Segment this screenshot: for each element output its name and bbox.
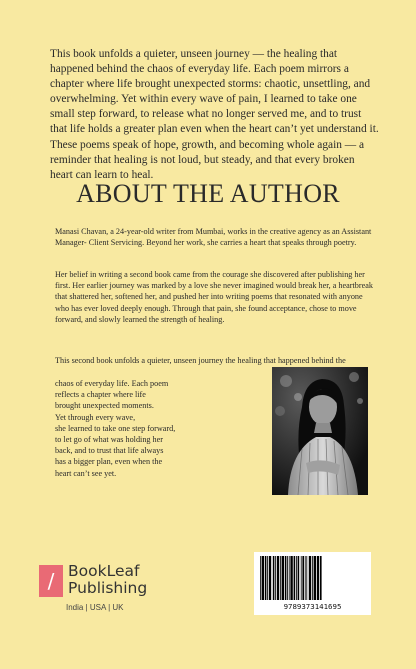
barcode-bar xyxy=(294,556,296,600)
barcode-bar xyxy=(280,556,281,600)
barcode-bar xyxy=(267,556,268,600)
publisher-logo-icon: / xyxy=(47,569,55,593)
barcode-bar xyxy=(317,556,319,600)
barcode-bars xyxy=(259,556,366,600)
bio-line: to let go of what was holding her xyxy=(55,435,164,445)
barcode-bar xyxy=(301,556,302,600)
bio-line: she learned to take one step forward, xyxy=(55,423,176,433)
publisher-name-line-2: Publishing xyxy=(68,579,148,597)
barcode-bar xyxy=(298,556,300,600)
publisher-name-line-1: BookLeaf xyxy=(68,562,140,580)
isbn-number: 9789373141695 xyxy=(283,602,342,611)
barcode-bar xyxy=(269,556,271,600)
barcode-bar xyxy=(285,556,287,600)
bio-line: chaos of everyday life. Each poem xyxy=(55,379,169,388)
barcode-bar xyxy=(309,556,311,600)
barcode-bar xyxy=(290,556,292,600)
barcode-bar xyxy=(302,556,304,600)
barcode-bar xyxy=(289,556,290,600)
bio-line: back, and to trust that life always xyxy=(55,446,164,456)
author-bio-paragraph-3-lead: This second book unfolds a quieter, unseen journey the healing that happened behind the xyxy=(55,356,346,365)
author-bio-paragraph-1: Manasi Chavan, a 24-year-old writer from Mumbai, works in the creative agency as an Assistant Manager- Client Servicing. Beyond her work, she carries a heart that speaks through poetry. xyxy=(55,227,372,248)
author-bio-paragraph-2: Her belief in writing a second book came from the courage she discovered after publishing her first. Her earlier journey was marked by a love she never imagined would break her, a heartbreak that shattered her, softened her, and pushed her into writing poems that resonated with anyone who has ever loved deeply enough. Through that pain, she found acceptance, chose to move forward, and slowly learned the strength of healing. xyxy=(55,270,373,324)
barcode-bar xyxy=(265,556,267,600)
barcode-bar xyxy=(275,556,276,600)
bio-line: Yet through every wave, xyxy=(55,412,136,422)
bio-line: brought unexpected moments. xyxy=(55,401,154,411)
barcode-bar xyxy=(306,556,307,600)
isbn-barcode xyxy=(254,552,371,615)
author-portrait-illustration xyxy=(272,367,368,495)
barcode-bar xyxy=(320,556,322,600)
barcode-bar xyxy=(260,556,261,600)
publisher-regions: India | USA | UK xyxy=(66,603,124,612)
barcode-bar xyxy=(314,556,316,600)
about-author-heading: ABOUT THE AUTHOR xyxy=(76,179,340,208)
publisher-logo xyxy=(39,565,63,597)
barcode-bar xyxy=(262,556,264,600)
author-bio-paragraph-3-lines xyxy=(55,378,175,479)
barcode-bar xyxy=(296,556,297,600)
bio-line: has a bigger plan, even when the xyxy=(55,457,163,467)
publisher-name xyxy=(68,563,147,597)
barcode-bar xyxy=(287,556,288,600)
barcode-bar xyxy=(277,556,279,600)
bio-line: reflects a chapter where life xyxy=(55,390,146,400)
bio-line: heart can’t see yet. xyxy=(55,468,117,478)
barcode-bar xyxy=(312,556,313,600)
barcode-bar xyxy=(282,556,284,600)
book-blurb: This book unfolds a quieter, unseen journey — the healing that happened behind the chaos of everyday life. Each poem mirrors a chapter where life brought unexpected storms: chaotic, unsettling, and overwhelming. Yet within every wave of pain, I learned to take one small step forward, to release what no longer served me, and to trust that life holds a greater plan even when the heart can’t yet understand it. These poems speak of hope, growth, and becoming whole again — a reminder that healing is not loud, but steady, and that every broken heart can learn to heal. xyxy=(50,48,379,181)
barcode-bar xyxy=(273,556,275,600)
author-photo xyxy=(272,367,368,495)
barcode-bar xyxy=(305,556,306,600)
